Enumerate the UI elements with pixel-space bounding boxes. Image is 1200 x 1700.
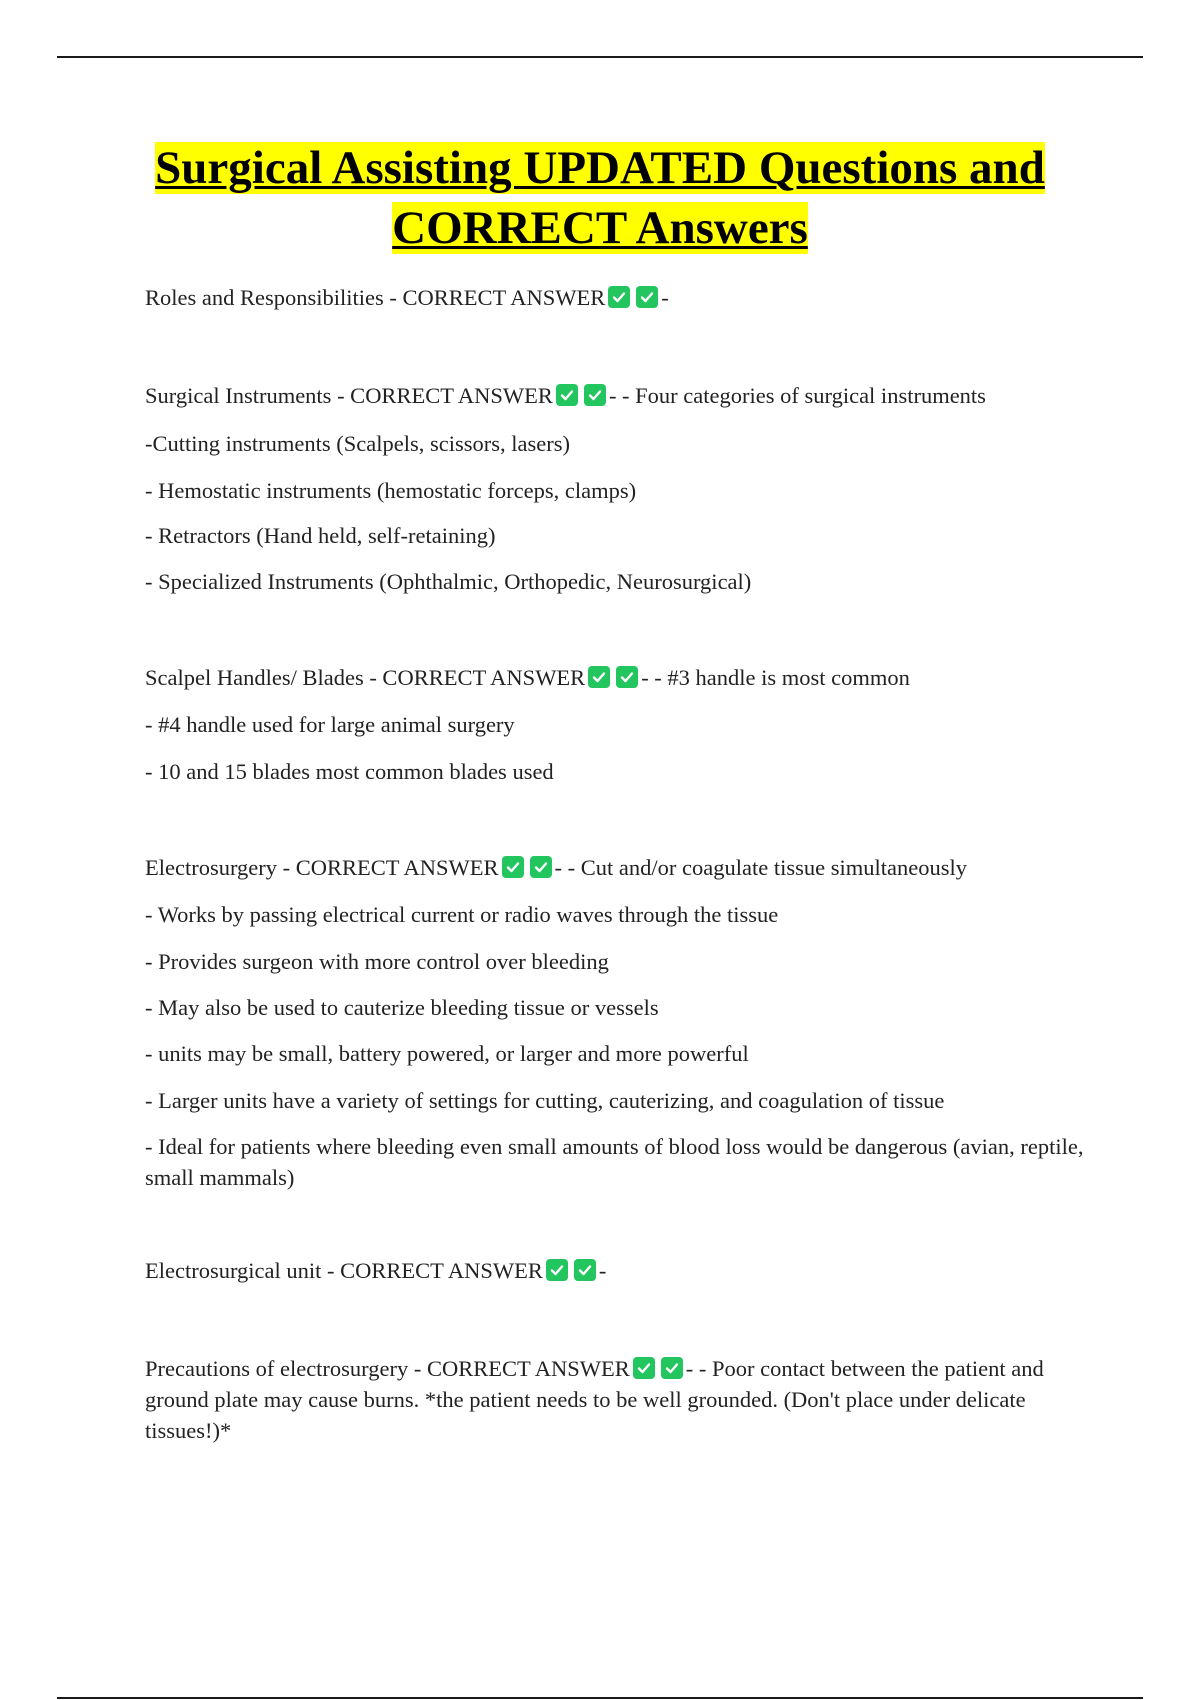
qa-answer: -	[661, 285, 669, 310]
list-item: - #4 handle used for large animal surgery	[145, 712, 515, 737]
check-box-icon	[584, 384, 606, 406]
check-box-icon	[616, 666, 638, 688]
check-box-icon	[574, 1259, 596, 1281]
document-title	[100, 138, 1100, 258]
qa-question: Precautions of electrosurgery - CORRECT ANSWER	[145, 1356, 630, 1381]
qa-heading-scalpel	[145, 662, 1085, 693]
title-line-1: Surgical Assisting UPDATED Questions and	[155, 142, 1045, 194]
qa-heading-electrosurgical-unit	[145, 1255, 1085, 1286]
qa-answer: - - Four categories of surgical instruments	[608, 383, 986, 408]
list-item: - 10 and 15 blades most common blades used	[145, 759, 554, 784]
list-item: -Cutting instruments (Scalpels, scissors, lasers)	[145, 431, 570, 456]
check-box-icon	[608, 286, 630, 308]
qa-heading-precautions	[145, 1353, 1085, 1446]
check-box-icon	[636, 286, 658, 308]
qa-heading-surgical-instruments	[145, 380, 1085, 411]
list-item: - units may be small, battery powered, or larger and more powerful	[145, 1041, 749, 1066]
list-item: - Specialized Instruments (Ophthalmic, Orthopedic, Neurosurgical)	[145, 569, 752, 594]
list-item: - Ideal for patients where bleeding even small amounts of blood loss would be dangerous (avian, reptile, small mammals)	[145, 1134, 1084, 1190]
qa-question: Roles and Responsibilities - CORRECT ANSWER	[145, 285, 606, 310]
list-item: - Larger units have a variety of settings for cutting, cauterizing, and coagulation of tissue	[145, 1088, 945, 1113]
list-item: - Provides surgeon with more control over bleeding	[145, 949, 609, 974]
qa-answer: - - Poor contact between the patient and ground plate may cause burns. *the patient needs to be well grounded. (Don't place under delicate tissues!)*	[145, 1356, 1044, 1443]
check-box-icon	[530, 856, 552, 878]
qa-heading-roles	[145, 282, 1085, 313]
qa-answer: - - #3 handle is most common	[641, 665, 910, 690]
check-box-icon	[661, 1357, 683, 1379]
qa-answer: -	[598, 1258, 607, 1283]
check-box-icon	[588, 666, 610, 688]
list-item: - May also be used to cauterize bleeding tissue or vessels	[145, 995, 659, 1020]
title-line-2: CORRECT Answers	[392, 202, 808, 254]
list-item: - Works by passing electrical current or radio waves through the tissue	[145, 902, 779, 927]
check-box-icon	[546, 1259, 568, 1281]
qa-question: Scalpel Handles/ Blades - CORRECT ANSWER	[145, 665, 586, 690]
list-item: - Hemostatic instruments (hemostatic forceps, clamps)	[145, 478, 637, 503]
qa-question: Surgical Instruments - CORRECT ANSWER	[145, 383, 553, 408]
list-item: - Retractors (Hand held, self-retaining)	[145, 523, 496, 548]
bottom-rule	[57, 1697, 1143, 1699]
qa-question: Electrosurgical unit - CORRECT ANSWER	[145, 1258, 543, 1283]
qa-question: Electrosurgery - CORRECT ANSWER	[145, 855, 499, 880]
qa-answer: - - Cut and/or coagulate tissue simultaneously	[554, 855, 967, 880]
top-rule	[57, 56, 1143, 58]
check-box-icon	[633, 1357, 655, 1379]
qa-heading-electrosurgery	[145, 852, 1085, 883]
check-box-icon	[502, 856, 524, 878]
check-box-icon	[556, 384, 578, 406]
